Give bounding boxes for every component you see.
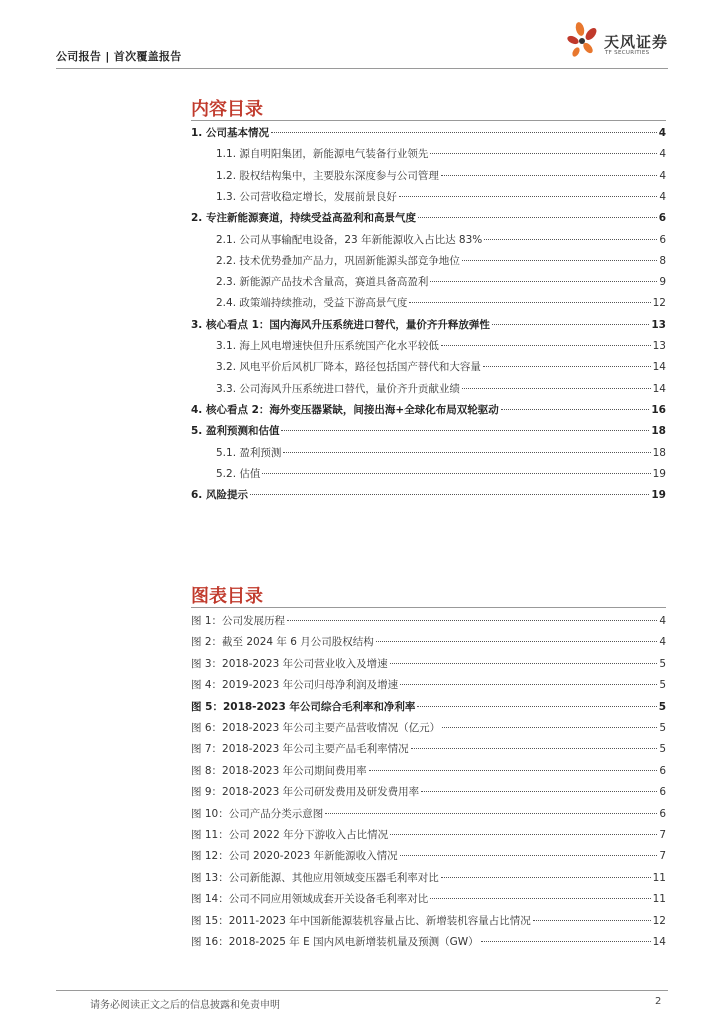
dot-leader <box>390 834 657 835</box>
figure-entry[interactable] <box>191 656 666 671</box>
entry-title: 5.1. 盈利预测 <box>216 446 282 459</box>
entry-page-number: 6 <box>659 233 666 246</box>
entry-title: 3.3. 公司海风升压系统进口替代，量价齐升贡献业绩 <box>216 382 460 395</box>
dot-leader <box>417 706 656 707</box>
toc-title: 内容目录 <box>191 99 263 120</box>
toc-entry[interactable] <box>191 210 666 225</box>
toc-entry[interactable] <box>191 317 666 332</box>
entry-title: 图 4：2019-2023 年公司归母净利润及增速 <box>191 679 399 692</box>
dot-leader <box>462 260 657 261</box>
figure-entry[interactable] <box>191 741 666 756</box>
entry-page-number: 14 <box>652 382 666 395</box>
entry-title: 1.2. 股权结构集中，主要股东深度参与公司管理 <box>216 169 439 182</box>
entry-page-number: 12 <box>652 297 666 310</box>
entry-page-number: 11 <box>652 871 666 884</box>
dot-leader <box>533 920 651 921</box>
entry-page-number: 6 <box>659 764 666 777</box>
entry-page-number: 8 <box>659 254 666 267</box>
dot-leader <box>430 898 650 899</box>
toc-entry[interactable] <box>216 146 666 161</box>
entry-page-number: 5 <box>659 657 666 670</box>
entry-title: 图 9：2018-2023 年公司研发费用及研发费用率 <box>191 786 420 799</box>
entry-page-number: 9 <box>659 276 666 289</box>
entry-title: 图 2：截至 2024 年 6 月公司股权结构 <box>191 636 374 649</box>
entry-page-number: 4 <box>659 148 666 161</box>
toc-entry[interactable] <box>216 359 666 374</box>
dot-leader <box>430 153 657 154</box>
company-logo <box>566 20 676 64</box>
entry-page-number: 12 <box>652 914 666 927</box>
entry-title: 图 8：2018-2023 年公司期间费用率 <box>191 764 367 777</box>
dot-leader <box>442 727 657 728</box>
figure-entry[interactable] <box>191 677 666 692</box>
entry-page-number: 14 <box>652 936 666 948</box>
entry-title: 3.2. 风电平价后风机厂降本，路径包括国产替代和大容量 <box>216 361 481 374</box>
entry-page-number: 19 <box>651 489 666 502</box>
dot-leader <box>283 452 650 453</box>
page-number: 2 <box>655 996 662 1007</box>
entry-page-number: 4 <box>659 169 666 182</box>
dot-leader <box>376 641 658 642</box>
entry-title: 图 1：公司发展历程 <box>191 615 286 627</box>
figure-entry[interactable] <box>191 848 666 863</box>
toc-entry[interactable] <box>191 423 666 438</box>
dot-leader <box>481 941 651 942</box>
entry-page-number: 18 <box>652 446 666 459</box>
entry-title: 5. 盈利预测和估值 <box>191 425 280 438</box>
toc-entry[interactable] <box>191 402 666 417</box>
dot-leader <box>400 855 658 856</box>
entry-title: 5.2. 估值 <box>216 467 261 480</box>
entry-page-number: 11 <box>652 893 666 906</box>
toc-entry[interactable] <box>216 253 666 268</box>
dot-leader <box>441 345 651 346</box>
dot-leader <box>325 813 657 814</box>
dot-leader <box>287 620 657 621</box>
logo-name-cn: 天风证券 <box>604 33 669 51</box>
entry-page-number: 4 <box>659 636 666 649</box>
dot-leader <box>418 217 657 218</box>
dot-leader <box>483 366 651 367</box>
entry-title: 图 6：2018-2023 年公司主要产品营收情况（亿元） <box>191 722 441 734</box>
toc-entry[interactable] <box>216 338 666 353</box>
entry-title: 图 12：公司 2020-2023 年新能源收入情况 <box>191 850 398 863</box>
toc-entry[interactable] <box>216 295 666 310</box>
dot-leader <box>492 324 649 325</box>
entry-title: 1. 公司基本情况 <box>191 127 269 139</box>
dot-leader <box>409 302 650 303</box>
entry-page-number: 7 <box>659 829 666 841</box>
figure-entry[interactable] <box>191 870 666 885</box>
figure-entry[interactable] <box>191 784 666 799</box>
figure-entry[interactable] <box>191 913 666 928</box>
entry-page-number: 6 <box>659 807 666 820</box>
figure-entry[interactable] <box>191 934 666 949</box>
entry-title: 2.1. 公司从事输配电设备，23 年新能源收入占比达 83% <box>216 233 483 246</box>
entry-page-number: 6 <box>659 786 666 799</box>
dot-leader <box>501 409 650 410</box>
dot-leader <box>441 877 651 878</box>
entry-title: 3.1. 海上风电增速快但升压系统国产化水平较低 <box>216 340 439 352</box>
dot-leader <box>369 770 658 771</box>
entry-title: 1.1. 源自明阳集团，新能源电气装备行业领先 <box>216 148 429 161</box>
entry-title: 图 13：公司新能源、其他应用领域变压器毛利率对比 <box>191 871 439 884</box>
entry-page-number: 13 <box>651 318 666 331</box>
toc-title-rule <box>191 120 666 121</box>
figure-entry[interactable] <box>191 613 666 628</box>
dot-leader <box>430 281 657 282</box>
entry-page-number: 7 <box>659 850 666 863</box>
entry-title: 2. 专注新能源赛道，持续受益高盈利和高景气度 <box>191 212 416 225</box>
toc-entry[interactable] <box>216 466 666 481</box>
dot-leader <box>484 239 657 240</box>
header-divider <box>56 68 668 69</box>
entry-title: 2.2. 技术优势叠加产品力，巩固新能源头部竞争地位 <box>216 254 460 267</box>
dot-leader <box>462 388 651 389</box>
entry-page-number: 18 <box>651 425 666 438</box>
figure-entry[interactable] <box>191 720 666 735</box>
dot-leader <box>399 196 657 197</box>
logo-name-en: TF SECURITIES <box>605 50 650 56</box>
toc-entry[interactable] <box>216 189 666 204</box>
entry-page-number: 16 <box>651 403 666 416</box>
entry-page-number: 5 <box>658 700 666 713</box>
entry-page-number: 4 <box>659 190 666 203</box>
entry-page-number: 5 <box>659 722 666 734</box>
entry-title: 3. 核心看点 1：国内海风升压系统进口替代，量价齐升释放弹性 <box>191 318 490 331</box>
dot-leader <box>400 684 657 685</box>
entry-title: 图 11：公司 2022 年分下游收入占比情况 <box>191 829 389 841</box>
entry-title: 图 3：2018-2023 年公司营业收入及增速 <box>191 657 388 670</box>
entry-title: 2.4. 政策端持续推动，受益下游高景气度 <box>216 297 408 310</box>
entry-title: 图 5：2018-2023 年公司综合毛利率和净利率 <box>191 700 416 713</box>
entry-page-number: 19 <box>652 467 666 480</box>
tf-flower-logo-icon <box>566 20 602 64</box>
figure-entry[interactable] <box>191 806 666 821</box>
footer-divider <box>56 990 668 991</box>
toc-entry[interactable] <box>216 445 666 460</box>
toc-entry[interactable] <box>191 125 666 140</box>
figure-entry[interactable] <box>191 634 666 649</box>
entry-page-number: 5 <box>659 679 666 692</box>
entry-title: 6. 风险提示 <box>191 489 248 502</box>
dot-leader <box>411 748 658 749</box>
footer-disclaimer: 请务必阅读正文之后的信息披露和免责申明 <box>90 1000 280 1011</box>
dot-leader <box>250 494 649 495</box>
figure-entry[interactable] <box>191 827 666 842</box>
dot-leader <box>271 132 657 133</box>
entry-title: 图 16：2018-2025 年 E 国内风电新增装机量及预测（GW） <box>191 936 479 948</box>
dot-leader <box>390 663 658 664</box>
toc-entry[interactable] <box>216 274 666 289</box>
entry-title: 4. 核心看点 2：海外变压器紧缺，间接出海+全球化布局双轮驱动 <box>191 403 499 416</box>
entry-title: 2.3. 新能源产品技术含量高，赛道具备高盈利 <box>216 276 429 289</box>
entry-page-number: 14 <box>652 361 666 374</box>
toc-entry[interactable] <box>191 487 666 502</box>
dot-leader <box>441 175 657 176</box>
entry-title: 图 14：公司不同应用领域成套开关设备毛利率对比 <box>191 893 429 906</box>
toc-entry[interactable] <box>216 232 666 247</box>
toc-entry[interactable] <box>216 381 666 396</box>
entry-page-number: 6 <box>658 212 666 225</box>
figure-entry[interactable] <box>191 891 666 906</box>
dot-leader <box>281 430 649 431</box>
entry-title: 图 7：2018-2023 年公司主要产品毛利率情况 <box>191 743 409 756</box>
entry-page-number: 5 <box>659 743 666 756</box>
report-type-label: 公司报告 | 首次覆盖报告 <box>56 50 182 63</box>
entry-page-number: 4 <box>658 127 666 139</box>
figure-entry[interactable] <box>191 763 666 778</box>
dot-leader <box>262 473 650 474</box>
entry-title: 图 15：2011-2023 年中国新能源装机容量占比、新增装机容量占比情况 <box>191 914 531 927</box>
entry-page-number: 13 <box>652 340 666 352</box>
figures-title-rule <box>191 607 666 608</box>
dot-leader <box>421 791 657 792</box>
figure-entry[interactable] <box>191 699 666 714</box>
entry-page-number: 4 <box>659 615 666 627</box>
entry-title: 1.3. 公司营收稳定增长，发展前景良好 <box>216 190 397 203</box>
toc-entry[interactable] <box>216 168 666 183</box>
entry-title: 图 10：公司产品分类示意图 <box>191 807 324 820</box>
figures-title: 图表目录 <box>191 586 263 607</box>
